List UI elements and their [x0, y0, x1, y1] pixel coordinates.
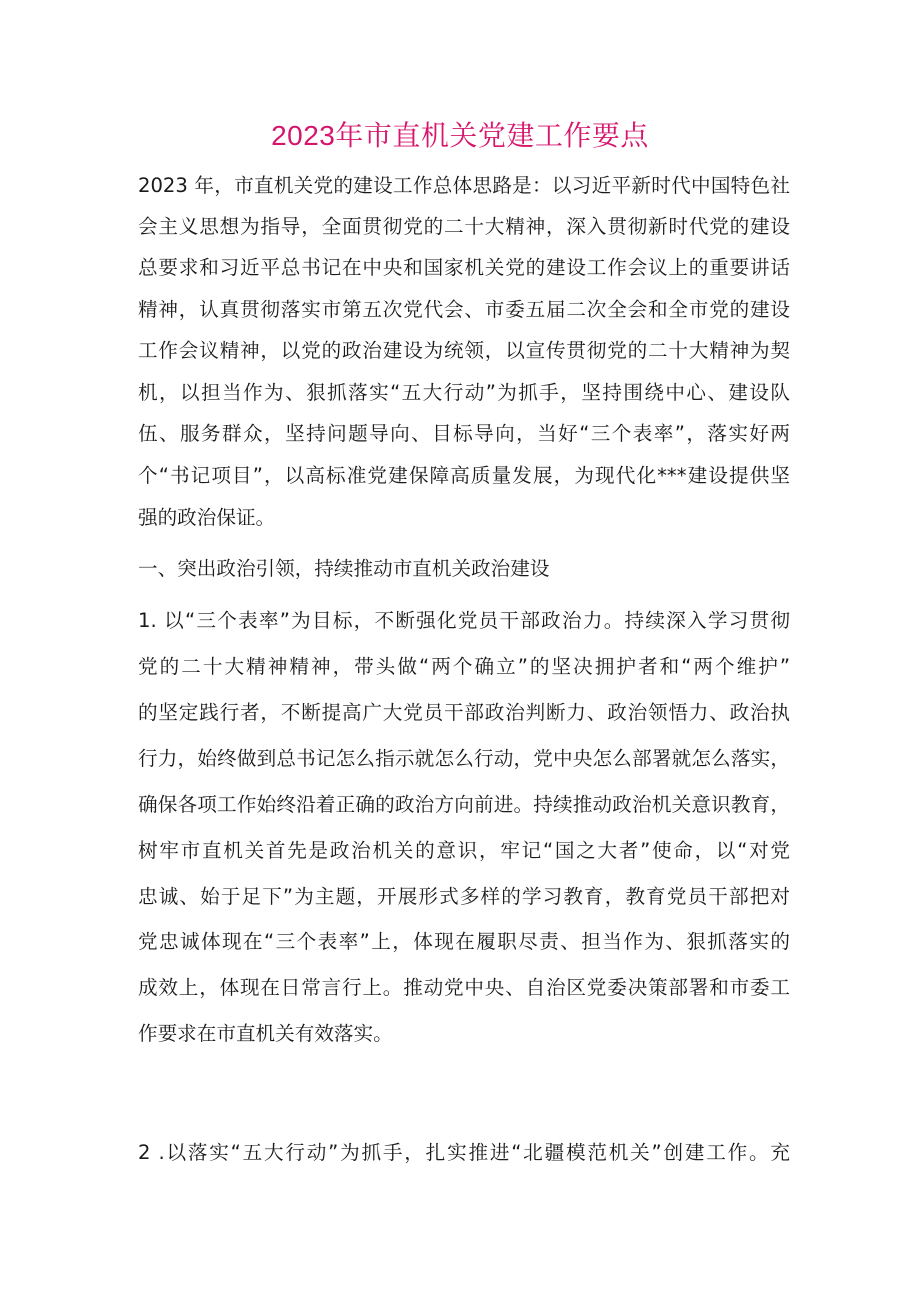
- body-line: 的坚定践行者，不断提高广大党员干部政治判断力、政治领悟力、政治执: [138, 701, 790, 724]
- body-line: 个“书记项目”，以高标准党建保障高质量发展，为现代化***建设提供坚: [138, 464, 790, 487]
- document-title: 2023年市直机关党建工作要点: [271, 120, 649, 151]
- body-line: 会主义思想为指导，全面贯彻党的二十大精神，深入贯彻新时代党的建设: [138, 215, 790, 238]
- body-line: 行力，始终做到总书记怎么指示就怎么行动，党中央怎么部署就怎么落实，: [138, 747, 790, 770]
- body-line: 党忠诚体现在“三个表率”上，体现在履职尽责、担当作为、狠抓落实的: [138, 930, 790, 953]
- body-line: 1. 以“三个表率”为目标，不断强化党员干部政治力。持续深入学习贯彻: [138, 609, 790, 632]
- body-line: 作要求在市直机关有效落实。: [138, 1022, 393, 1045]
- body-line: 工作会议精神，以党的政治建设为统领，以宣传贯彻党的二十大精神为契: [138, 339, 790, 362]
- body-line: 精神，认真贯彻落实市第五次党代会、市委五届二次全会和全市党的建设: [138, 298, 790, 321]
- body-line: 2023 年，市直机关党的建设工作总体思路是：以习近平新时代中国特色社: [138, 174, 790, 197]
- section-heading: 一、突出政治引领，持续推动市直机关政治建设: [138, 557, 550, 580]
- body-line: 树牢市直机关首先是政治机关的意识，牢记“国之大者”使命，以“对党: [138, 839, 790, 862]
- body-line: 忠诚、始于足下”为主题，开展形式多样的学习教育，教育党员干部把对: [138, 885, 790, 908]
- body-line: 总要求和习近平总书记在中央和国家机关党的建设工作会议上的重要讲话: [138, 256, 790, 279]
- body-line: 机，以担当作为、狠抓落实“五大行动”为抓手，坚持围绕中心、建设队: [138, 381, 790, 404]
- body-line: 确保各项工作始终沿着正确的政治方向前进。持续推动政治机关意识教育，: [138, 793, 790, 816]
- body-line: 伍、服务群众，坚持问题导向、目标导向，当好“三个表率”，落实好两: [138, 422, 790, 445]
- body-line: 2 .以落实“五大行动”为抓手，扎实推进“北疆模范机关”创建工作。充: [138, 1141, 790, 1164]
- body-line: 强的政治保证。: [138, 506, 276, 529]
- body-line: 成效上，体现在日常言行上。推动党中央、自治区党委决策部署和市委工: [138, 976, 790, 999]
- body-line: 党的二十大精神精神，带头做“两个确立”的坚决拥护者和“两个维护”: [138, 655, 790, 678]
